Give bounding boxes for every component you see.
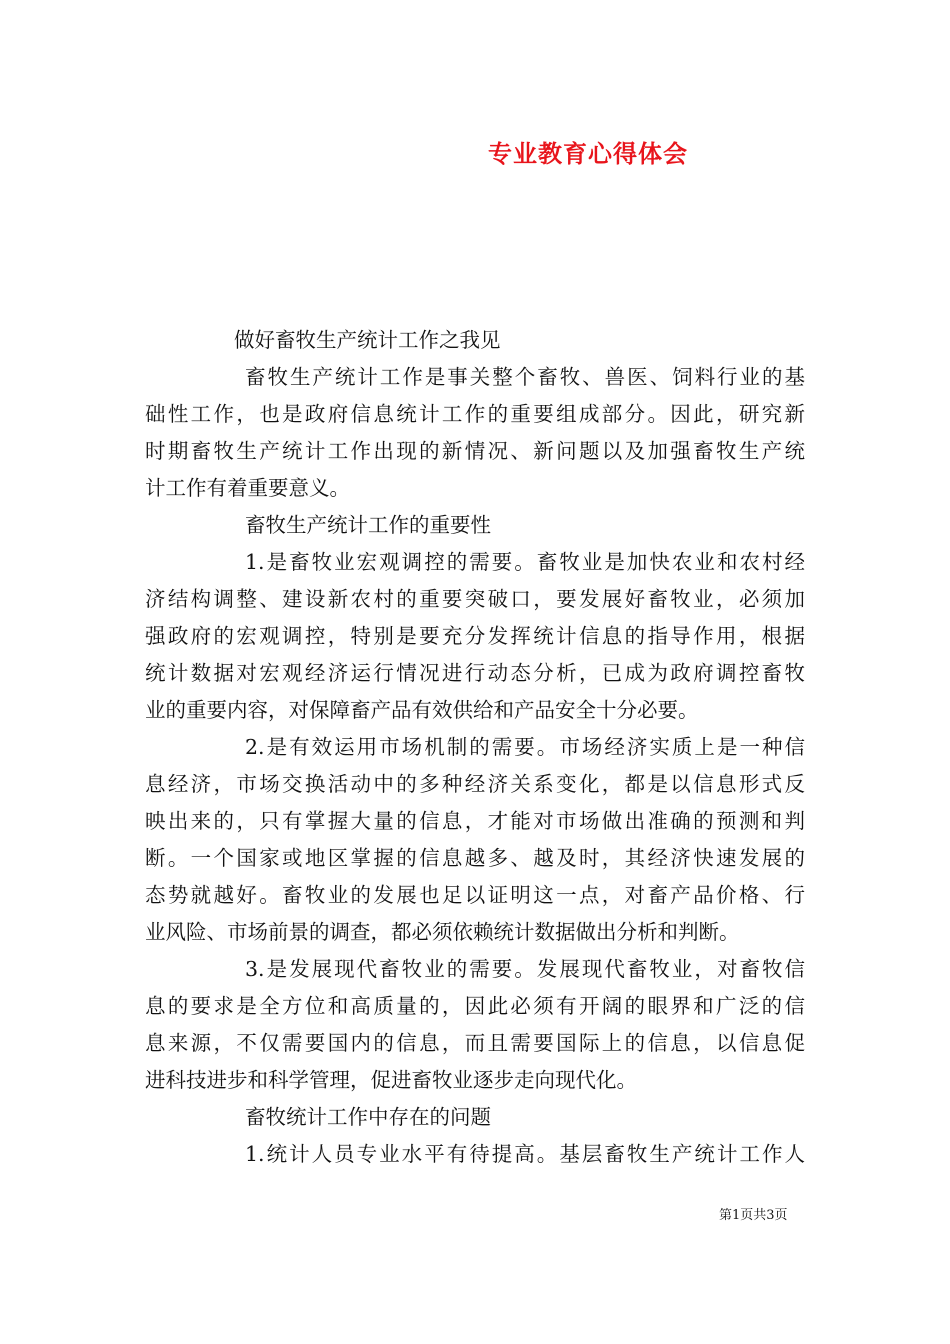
text-line: 2.是有效运用市场机制的需要。市场经济实质上是一种信 [245,735,805,759]
text-line: 强政府的宏观调控，特别是要充分发挥统计信息的指导作用，根据 [145,624,805,648]
text-line: 业风险、市场前景的调查，都必须依赖统计数据做出分析和判断。 [145,920,740,944]
text-line: 时期畜牧生产统计工作出现的新情况、新问题以及加强畜牧生产统 [145,439,805,463]
text-line: 映出来的，只有掌握大量的信息，才能对市场做出准确的预测和判 [145,809,805,833]
text-line: 息的要求是全方位和高质量的，因此必须有开阔的眼界和广泛的信 [145,994,805,1018]
document-body [145,322,805,1173]
page-number: 第1页共3页 [719,1208,788,1223]
text-line: 畜牧统计工作中存在的问题 [245,1105,491,1129]
text-line: 业的重要内容，对保障畜产品有效供给和产品安全十分必要。 [145,698,699,722]
text-line: 做好畜牧生产统计工作之我见 [234,328,501,352]
text-line: 1.统计人员专业水平有待提高。基层畜牧生产统计工作人 [245,1142,805,1166]
text-line: 3.是发展现代畜牧业的需要。发展现代畜牧业，对畜牧信 [245,957,805,981]
text-line: 进科技进步和科学管理，促进畜牧业逐步走向现代化。 [145,1068,637,1092]
text-line: 断。一个国家或地区掌握的信息越多、越及时，其经济快速发展的 [145,846,805,870]
text-line: 态势就越好。畜牧业的发展也足以证明这一点，对畜产品价格、行 [145,883,805,907]
text-line: 统计数据对宏观经济运行情况进行动态分析，已成为政府调控畜牧 [145,661,805,685]
text-line: 畜牧生产统计工作的重要性 [245,513,491,537]
text-line: 础性工作，也是政府信息统计工作的重要组成部分。因此，研究新 [145,402,805,426]
text-line: 息经济，市场交换活动中的多种经济关系变化，都是以信息形式反 [145,772,805,796]
text-line: 息来源，不仅需要国内的信息，而且需要国际上的信息，以信息促 [145,1031,805,1055]
text-line: 济结构调整、建设新农村的重要突破口，要发展好畜牧业，必须加 [145,587,805,611]
document-title: 专业教育心得体会 [488,140,688,168]
text-line: 畜牧生产统计工作是事关整个畜牧、兽医、饲料行业的基 [245,365,805,389]
text-line: 1.是畜牧业宏观调控的需要。畜牧业是加快农业和农村经 [245,550,805,574]
text-line: 计工作有着重要意义。 [145,476,350,500]
